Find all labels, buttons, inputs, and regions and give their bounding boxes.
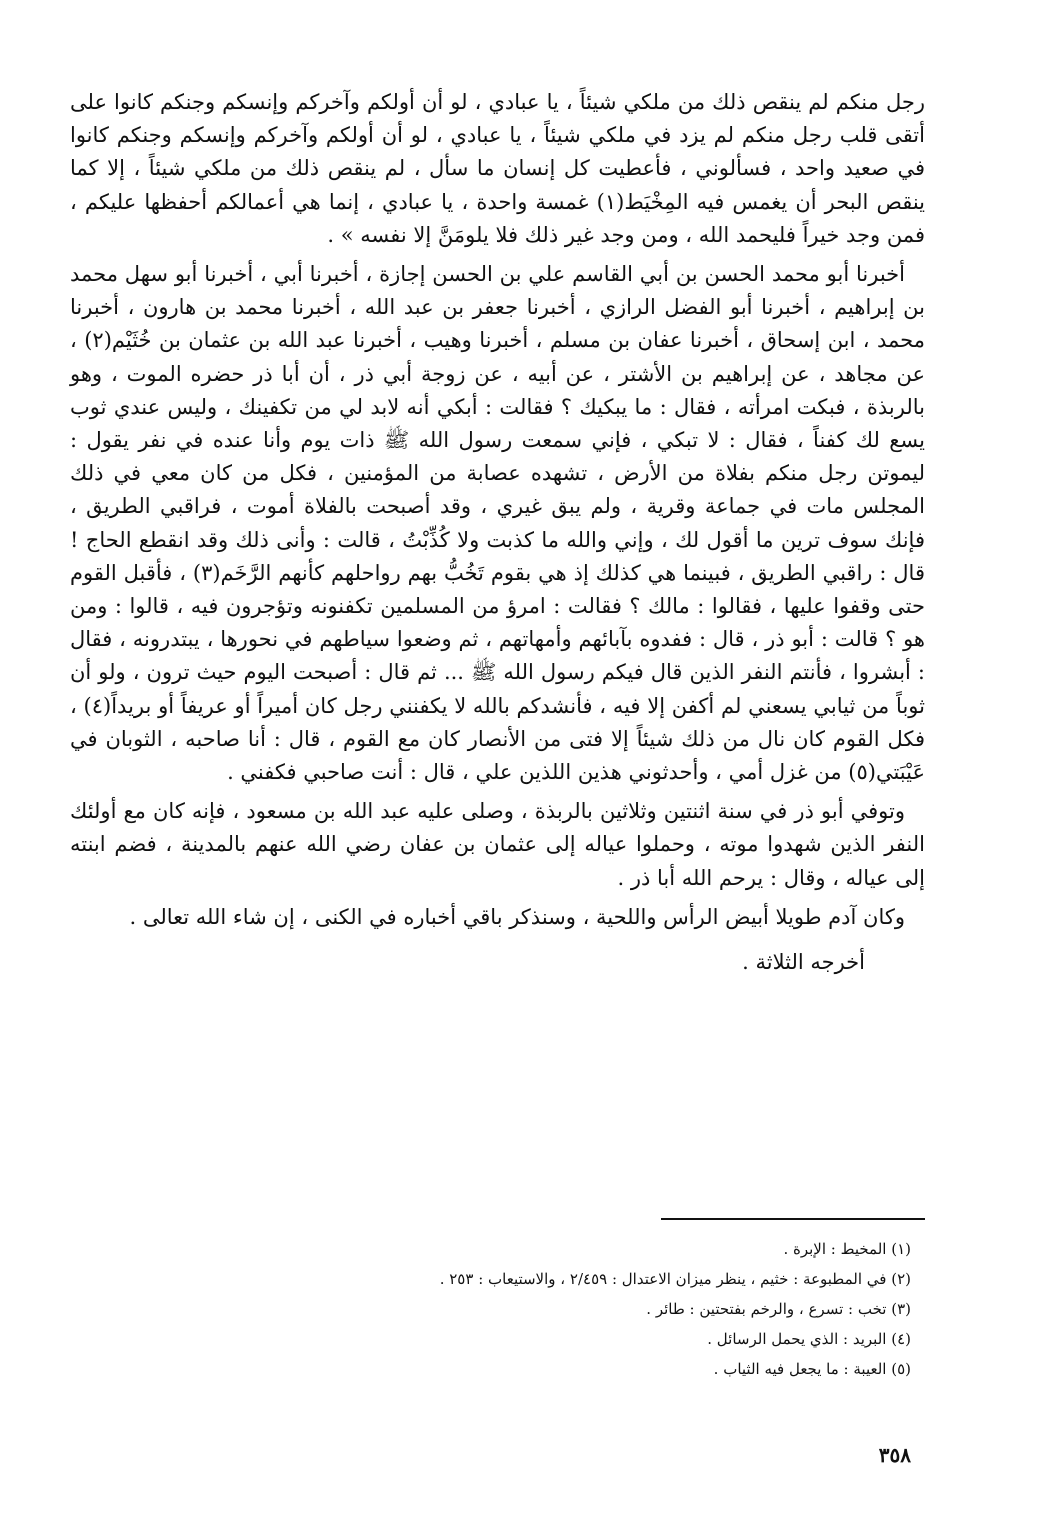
footnote-3: (٣) تخب : تسرع ، والرخم بفتحتين : طائر . bbox=[646, 1300, 911, 1318]
paragraph-attribution: أخرجه الثلاثة . bbox=[742, 950, 865, 975]
footnote-4: (٤) البريد : الذي يحمل الرسائل . bbox=[707, 1330, 911, 1348]
paragraph-description: وكان آدم طويلا أبيض الرأس واللحية ، وسنذكر باقي أخباره في الكنى ، إن شاء الله تعالى . bbox=[129, 904, 905, 929]
footnote-5: (٥) العيبة : ما يجعل فيه الثياب . bbox=[713, 1360, 911, 1378]
book-page bbox=[70, 86, 925, 1486]
footnote-1: (١) المخيط : الإبرة . bbox=[783, 1240, 911, 1258]
footnote-divider bbox=[661, 1218, 925, 1220]
paragraph-isnad: أخبرنا أبو محمد الحسن بن أبي القاسم علي بن الحسن إجازة ، أخبرنا أبي ، أخبرنا أبو سهل محمد بن إبراهيم ، أخبرنا أبو الفضل الرازي ، أخبرنا جعفر بن عبد الله ، أخبرنا محمد بن هارون ، أخبرنا محمد ، ابن إسحاق ، أخبرنا عفان بن مسلم ، أخبرنا وهيب ، أخبرنا عبد الله بن عثمان بن خُثَيْم(٢) ، عن مجاهد ، عن إبراهيم بن الأشتر ، عن أبيه ، عن زوجة أبي ذر ، أن أبا ذر حضره الموت ، وهو بالربذة ، فبكت امرأته ، فقال : ما يبكيك ؟ فقالت : أبكي أنه لابد لي من تكفينك ، وليس عندي ثوب يسع لك كفناً ، فقال : لا تبكي ، فإني سمعت رسول الله ﷺ ذات يوم وأنا عنده في نفر يقول : ليموتن رجل منكم بفلاة من الأرض ، تشهده عصابة من المؤمنين ، فكل من كان معي في ذلك المجلس مات في جماعة وقرية ، ولم يبق غيري ، وقد أصبحت بالفلاة أموت ، فراقبي الطريق ، فإنك سوف ترين ما أقول لك ، وإني والله ما كذبت ولا كُذِّبْتُ ، قالت : وأنى ذلك وقد انقطع الحاج ! قال : راقبي الطريق ، فبينما هي كذلك إذ هي بقوم تَخُبُّ بهم رواحلهم كأنهم الرَّخَم(٣) ، فأقبل القوم حتى وقفوا عليها ، فقالوا : مالك ؟ فقالت : امرؤ من المسلمين تكفنونه وتؤجرون فيه ، قالوا : ومن هو ؟ قالت : أبو ذر ، قال : ففدوه بآبائهم وأمهاتهم ، ثم وضعوا سياطهم في نحورها ، يبتدرونه ، فقال : أبشروا ، فأنتم النفر الذين قال فيكم رسول الله ﷺ ... ثم قال : أصبحت اليوم حيث ترون ، ولو أن ثوباً من ثيابي يسعني لم أكفن إلا فيه ، فأنشدكم بالله لا يكفنني رجل كان أميراً أو عريفاً أو بريداً(٤) ، فكل القوم كان نال من ذلك شيئاً إلا فتى من الأنصار كان مع القوم ، قال : أنا صاحبه ، الثوبان في عَيْبَتي(٥) من غزل أمي ، وأحدثوني هذين اللذين علي ، قال : أنت صاحبي فكفني . bbox=[70, 262, 925, 785]
footnote-2: (٢) في المطبوعة : خثيم ، ينظر ميزان الاعتدال : ٢/٤٥٩ ، والاستيعاب : ٢٥٣ . bbox=[439, 1270, 911, 1288]
main-text bbox=[70, 86, 925, 979]
page-number: ٣٥٨ bbox=[878, 1443, 911, 1467]
paragraph-death: وتوفي أبو ذر في سنة اثنتين وثلاثين بالربذة ، وصلى عليه عبد الله بن مسعود ، فإنه كان مع أولئك النفر الذين شهدوا موته ، وحملوا عياله إلى عثمان بن عفان رضي الله عنهم بالمدينة ، فضم ابنته إلى عياله ، وقال : يرحم الله أبا ذر . bbox=[70, 799, 925, 890]
footnotes-list bbox=[311, 1234, 911, 1384]
paragraph-hadith-end: رجل منكم لم ينقص ذلك من ملكي شيئاً ، يا عبادي ، لو أن أولكم وآخركم وإنسكم وجنكم كانوا على أتقى قلب رجل منكم لم يزد في ملكي شيئاً ، يا عبادي ، لو أن أولكم وآخركم وإنسكم وجنكم كانوا في صعيد واحد ، فسألوني ، فأعطيت كل إنسان ما سأل ، لم ينقص ذلك من ملكي شيئاً ، إلا كما ينقص البحر أن يغمس فيه المِخْيَط(١) غمسة واحدة ، يا عبادي ، إنما هي أعمالكم أحفظها عليكم ، فمن وجد خيراً فليحمد الله ، ومن وجد غير ذلك فلا يلومَنَّ إلا نفسه » . bbox=[70, 90, 925, 247]
